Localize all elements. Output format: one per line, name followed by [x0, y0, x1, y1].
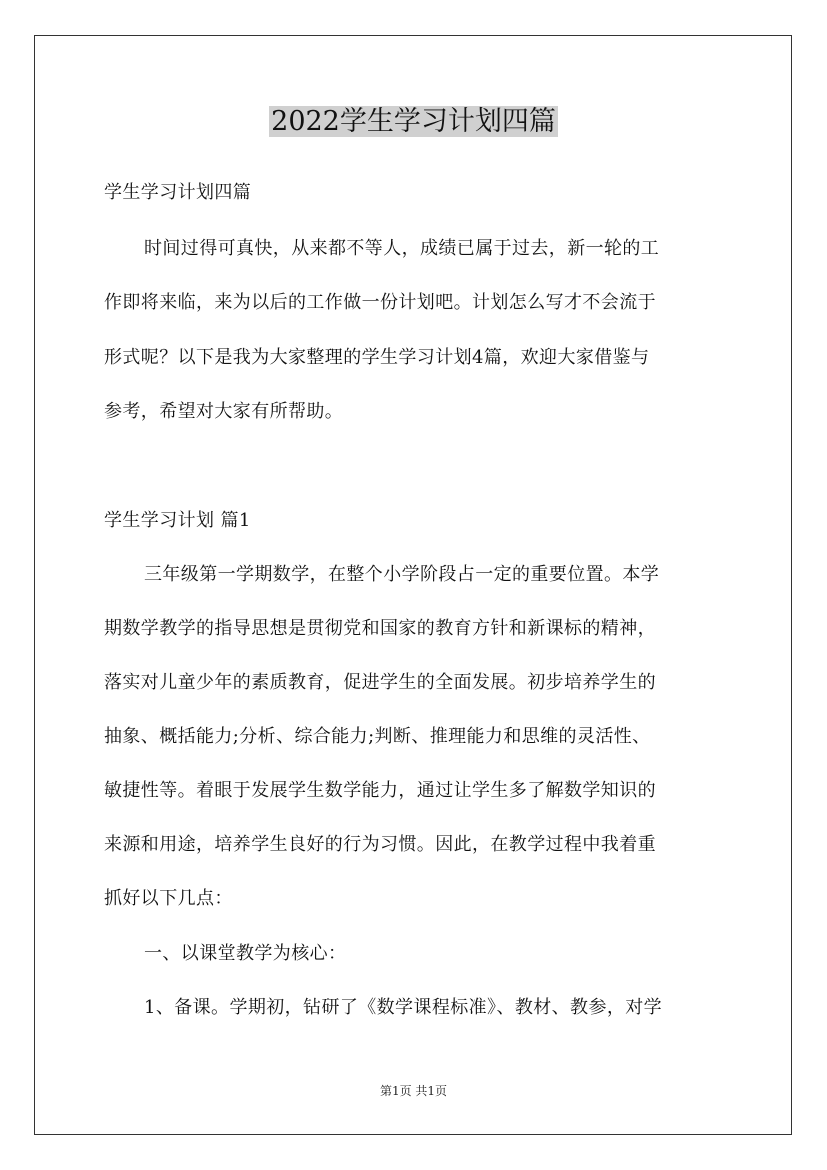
document-title-text: 2022学生学习计划四篇	[271, 106, 556, 137]
body-line-2: 期数学教学的指导思想是贯彻党和国家的教育方针和新课标的精神，	[104, 618, 656, 639]
body-line-4: 抽象、概括能力;分析、综合能力;判断、推理能力和思维的灵活性、	[104, 726, 651, 747]
document-subtitle: 学生学习计划四篇	[104, 182, 252, 203]
section-heading: 学生学习计划 篇1	[104, 510, 251, 531]
point-heading: 一、以课堂教学为核心：	[144, 943, 347, 964]
document-title	[0, 104, 827, 140]
body-line-6: 来源和用途，培养学生良好的行为习惯。因此，在教学过程中我着重	[104, 834, 656, 855]
page-footer: 第1页 共1页	[379, 1084, 448, 1098]
body-line-7: 抓好以下几点：	[104, 888, 233, 909]
body-line-3: 落实对儿童少年的素质教育，促进学生的全面发展。初步培养学生的	[104, 672, 656, 693]
intro-line-4: 参考，希望对大家有所帮助。	[104, 401, 344, 422]
body-line-1: 三年级第一学期数学，在整个小学阶段占一定的重要位置。本学	[144, 564, 660, 585]
intro-line-1: 时间过得可真快，从来都不等人，成绩已属于过去，新一轮的工	[144, 238, 660, 259]
intro-line-2: 作即将来临，来为以后的工作做一份计划吧。计划怎么写才不会流于	[104, 292, 656, 313]
intro-line-3: 形式呢？以下是我为大家整理的学生学习计划4篇，欢迎大家借鉴与	[104, 347, 650, 368]
body-line-5: 敏捷性等。着眼于发展学生数学能力，通过让学生多了解数学知识的	[104, 780, 656, 801]
point-1-line: 1、备课。学期初，钻研了《数学课程标准》、教材、教参，对学	[144, 997, 663, 1018]
